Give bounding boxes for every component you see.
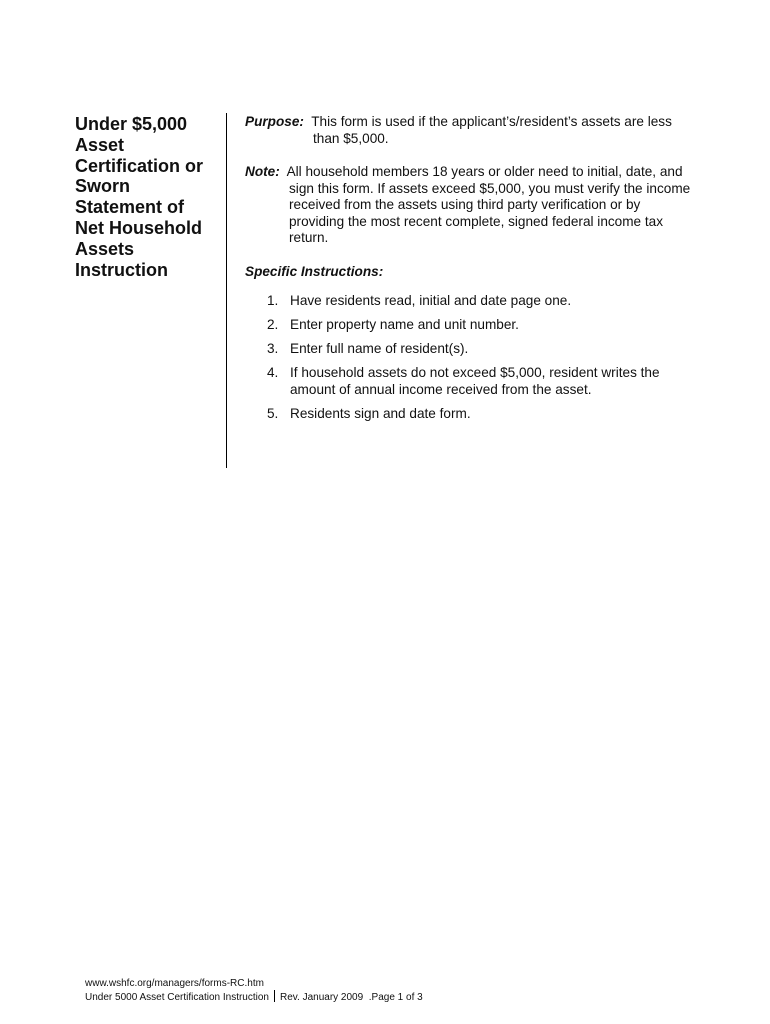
footer-url: www.wshfc.org/managers/forms-RC.htm xyxy=(85,978,264,989)
title-line: Under $5,000 xyxy=(75,114,188,134)
purpose-paragraph xyxy=(245,114,695,147)
title-line: Instruction xyxy=(75,259,168,280)
title-line: Assets xyxy=(75,238,135,259)
step-number: 5. xyxy=(267,405,279,421)
footer-page-number: .Page 1 of 3 xyxy=(368,992,423,1003)
list-item xyxy=(245,293,695,310)
step-text: Enter property name and unit number. xyxy=(290,317,519,332)
footer-revision: Rev. January 2009 xyxy=(279,992,364,1003)
step-text: Residents sign and date form. xyxy=(290,405,471,421)
list-item xyxy=(245,341,695,358)
instructions-body xyxy=(245,114,695,430)
footer-info-line xyxy=(85,990,423,1004)
footer-separator xyxy=(274,990,275,1002)
title-line: Net Household xyxy=(75,217,203,238)
footer-doc-name: Under 5000 Asset Certification Instruction xyxy=(85,992,269,1003)
list-item xyxy=(245,406,695,423)
step-text: If household assets do not exceed $5,000, resident writes the amount of annual income received from the asset. xyxy=(290,365,660,397)
step-number: 1. xyxy=(267,293,279,308)
title-line: Sworn xyxy=(75,176,131,197)
page-title xyxy=(75,114,225,280)
list-item xyxy=(245,365,695,398)
page-footer xyxy=(85,977,423,1004)
purpose-text: This form is used if the applicant’s/resident’s assets are less than $5,000. xyxy=(311,114,672,146)
title-line: Asset xyxy=(75,134,125,155)
note-text: All household members 18 years or older need to initial, date, and sign this form. If assets exceed $5,000, you must verify the income received from the assets using third party verification or by providing the most recent complete, signed federal income tax return. xyxy=(286,164,691,245)
specific-instructions-heading: Specific Instructions: xyxy=(245,263,384,279)
instruction-steps xyxy=(245,293,695,422)
title-line: Certification or xyxy=(75,155,204,176)
vertical-divider xyxy=(226,113,227,468)
step-number: 4. xyxy=(267,365,279,380)
title-line: Statement of xyxy=(75,197,185,218)
purpose-label: Purpose: xyxy=(245,114,304,129)
step-text: Have residents read, initial and date page one. xyxy=(290,293,572,308)
list-item xyxy=(245,317,695,334)
step-number: 3. xyxy=(267,341,279,356)
step-text: Enter full name of resident(s). xyxy=(290,341,469,356)
note-paragraph xyxy=(245,164,695,247)
note-label: Note: xyxy=(245,164,280,179)
step-number: 2. xyxy=(267,317,279,332)
